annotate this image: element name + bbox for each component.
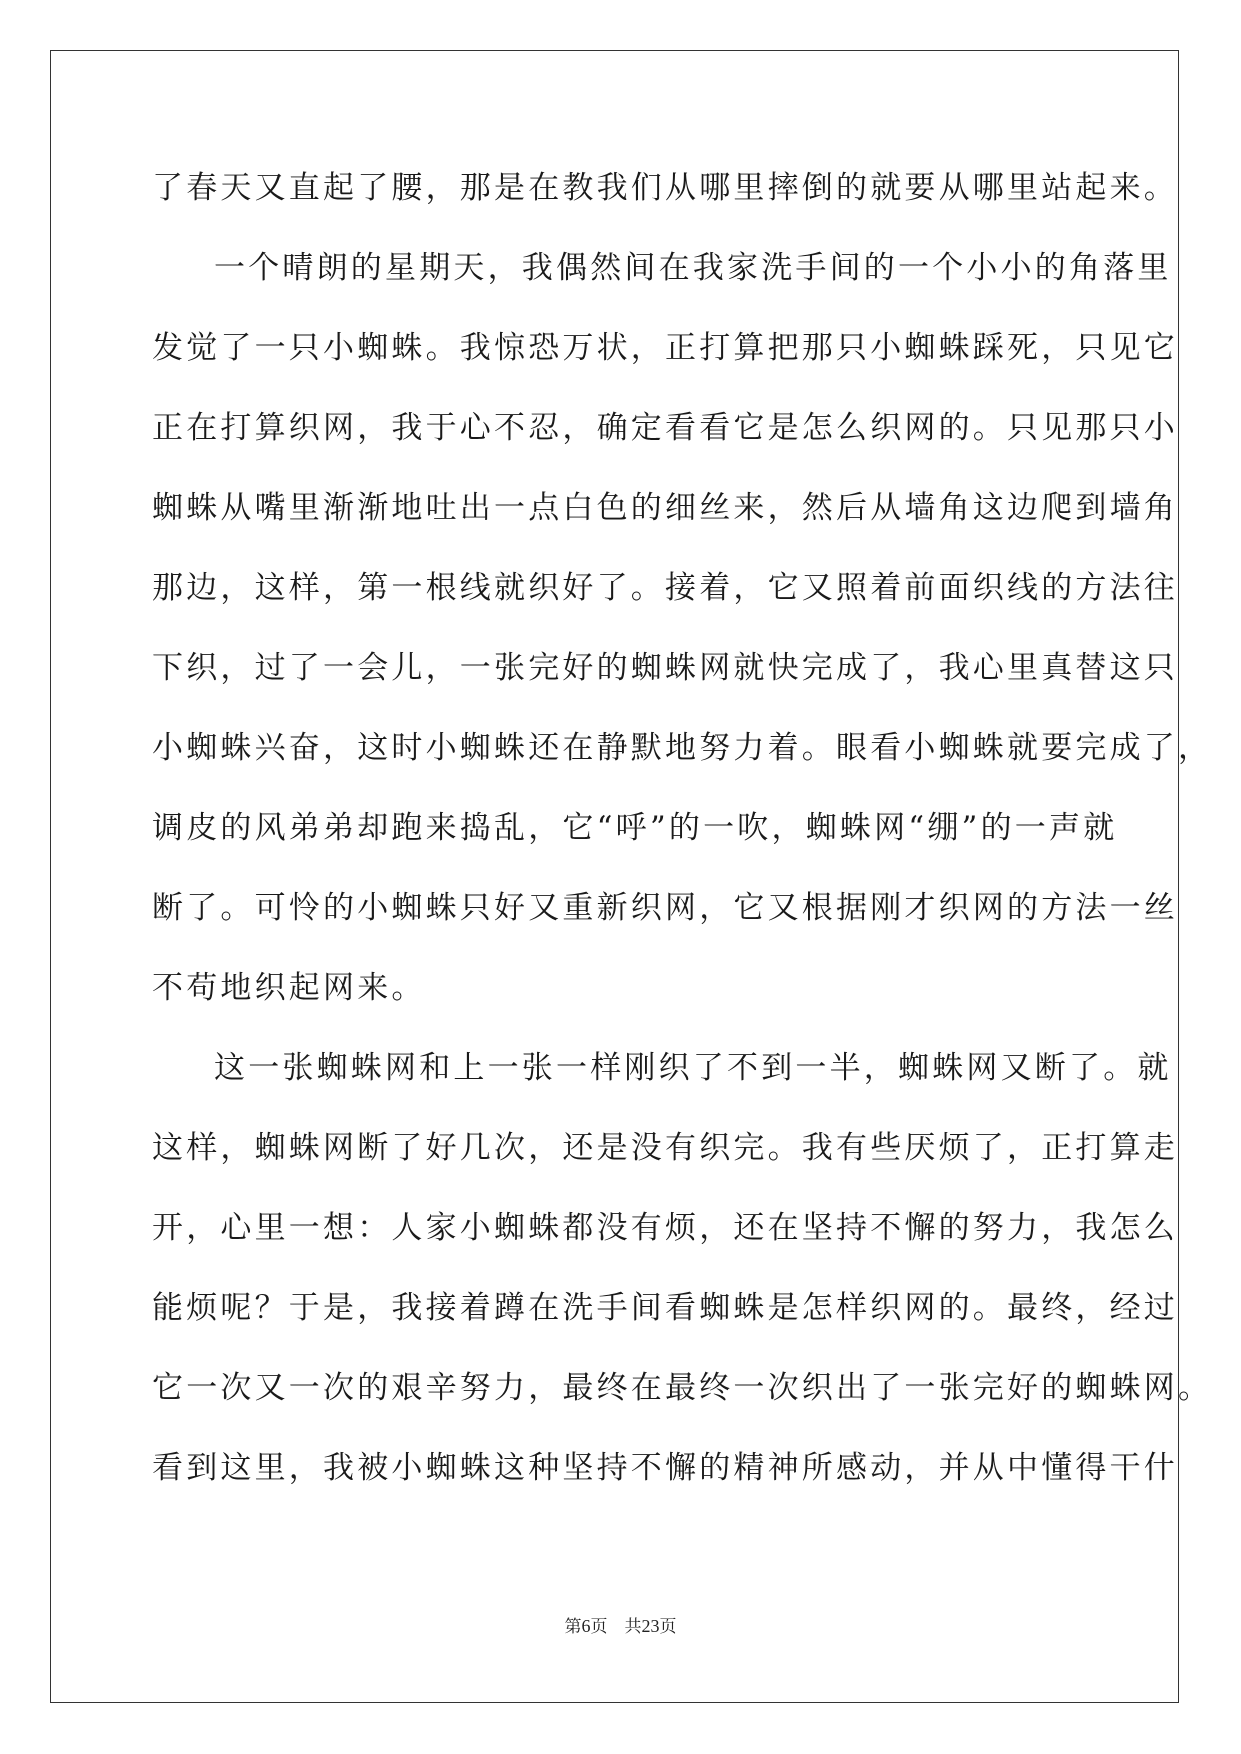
text-line: 断了。可怜的小蜘蛛只好又重新织网，它又根据刚才织网的方法一丝	[152, 890, 1178, 926]
paragraph-start-line: 一个晴朗的星期天，我偶然间在我家洗手间的一个小小的角落里	[214, 250, 1172, 286]
text-line: 蜘蛛从嘴里渐渐地吐出一点白色的细丝来，然后从墙角这边爬到墙角	[152, 490, 1178, 526]
text-line: 下织，过了一会儿，一张完好的蜘蛛网就快完成了，我心里真替这只	[152, 650, 1178, 686]
page-number: 6	[581, 1616, 591, 1636]
text-line: 这样，蜘蛛网断了好几次，还是没有织完。我有些厌烦了，正打算走	[152, 1130, 1178, 1166]
total-prefix: 共	[624, 1617, 642, 1636]
text-line: 开，心里一想：人家小蜘蛛都没有烦，还在坚持不懈的努力，我怎么	[152, 1210, 1178, 1246]
document-body	[152, 163, 1213, 1523]
text-line: 了春天又直起了腰，那是在教我们从哪里摔倒的就要从哪里站起来。	[152, 170, 1178, 206]
page-footer	[0, 1612, 1241, 1637]
total-pages: 23	[641, 1616, 660, 1636]
page-suffix: 页	[590, 1617, 608, 1636]
page-prefix: 第	[564, 1617, 582, 1636]
text-line: 正在打算织网，我于心不忍，确定看看它是怎么织网的。只见那只小	[152, 410, 1178, 446]
paragraph-start-line: 这一张蜘蛛网和上一张一样刚织了不到一半，蜘蛛网又断了。就	[214, 1050, 1172, 1086]
text-line: 发觉了一只小蜘蛛。我惊恐万状，正打算把那只小蜘蛛踩死，只见它	[152, 330, 1178, 366]
text-line: 不苟地织起网来。	[152, 970, 426, 1006]
text-line: 小蜘蛛兴奋，这时小蜘蛛还在静默地努力着。眼看小蜘蛛就要完成了，	[152, 730, 1213, 766]
text-line: 能烦呢？于是，我接着蹲在洗手间看蜘蛛是怎样织网的。最终，经过	[152, 1290, 1178, 1326]
text-line: 看到这里，我被小蜘蛛这种坚持不懈的精神所感动，并从中懂得干什	[152, 1450, 1178, 1486]
text-line: 那边，这样，第一根线就织好了。接着，它又照着前面织线的方法往	[152, 570, 1178, 606]
total-suffix: 页	[659, 1617, 677, 1636]
text-line: 调皮的风弟弟却跑来捣乱，它“呼”的一吹，蜘蛛网“绷”的一声就	[152, 810, 1118, 846]
text-line: 它一次又一次的艰辛努力，最终在最终一次织出了一张完好的蜘蛛网。	[152, 1370, 1213, 1406]
